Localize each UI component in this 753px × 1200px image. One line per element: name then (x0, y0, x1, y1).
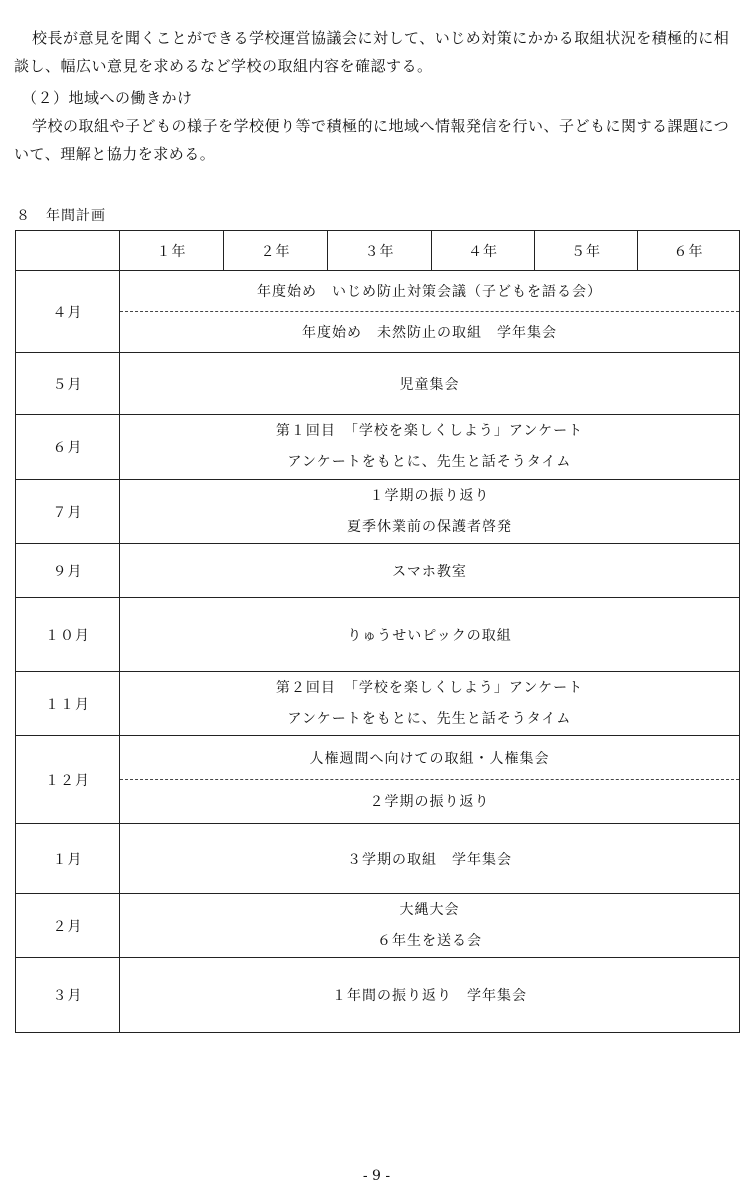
activity-line: 年度始め 未然防止の取組 学年集会 (120, 311, 739, 352)
month-cell: １１月 (16, 672, 120, 736)
month-cell: １月 (16, 824, 120, 894)
activity-cell (120, 736, 740, 824)
month-row (16, 271, 740, 353)
activity-cell (120, 415, 740, 480)
month-cell: １２月 (16, 736, 120, 824)
intro-paragraph-1: 校長が意見を聞くことができる学校運営協議会に対して、いじめ対策にかかる取組状況を積極的に相談し、幅広い意見を求めるなど学校の取組内容を確認する。 (14, 29, 730, 75)
activity-line: 第２回目 「学校を楽しくしよう」アンケート (275, 679, 584, 696)
activity-cell (120, 824, 740, 894)
month-cell: ２月 (16, 894, 120, 958)
activity-line: 人権週間へ向けての取組・人権集会 (309, 750, 550, 767)
section-title: ８ 年間計画 (16, 208, 106, 224)
grade-header-cell: ６年 (638, 231, 740, 271)
activity-line: １学期の振り返り (369, 487, 490, 504)
activity-line: ３学期の取組 学年集会 (347, 851, 512, 868)
grade-header-cell: ５年 (535, 231, 638, 271)
intro-paragraph-2: 学校の取組や子どもの様子を学校便り等で積極的に地域へ情報発信を行い、子どもに関する課題について、理解と協力を求める。 (14, 117, 730, 163)
annual-plan-table (15, 230, 740, 1033)
activity-line: 児童集会 (399, 376, 460, 393)
grade-header-cell: ３年 (328, 231, 432, 271)
activity-line: 第１回目 「学校を楽しくしよう」アンケート (275, 423, 584, 439)
month-row (16, 544, 740, 598)
activity-line: １年間の振り返り 学年集会 (332, 988, 527, 1004)
activity-line: アンケートをもとに、先生と話そうタイム (287, 454, 572, 470)
month-row (16, 672, 740, 736)
month-cell: ９月 (16, 544, 120, 598)
activity-cell (120, 353, 740, 415)
activity-cell (120, 480, 740, 544)
activity-line: アンケートをもとに、先生と話そうタイム (287, 710, 572, 727)
month-cell: ５月 (16, 353, 120, 415)
activity-line: ６年生を送る会 (377, 932, 482, 949)
subheading-community: （２）地域への働きかけ (22, 89, 193, 107)
header-blank-cell (16, 231, 120, 271)
activity-cell (120, 894, 740, 958)
month-cell: １０月 (16, 598, 120, 672)
activity-line: りゅうせいピックの取組 (347, 627, 512, 644)
month-row (16, 480, 740, 544)
month-row (16, 894, 740, 958)
activity-line: スマホ教室 (392, 563, 467, 580)
activity-line: 大縄大会 (399, 901, 460, 918)
activity-line: 年度始め いじめ防止対策会議（子どもを語る会） (257, 284, 602, 301)
grade-header-cell: １年 (120, 231, 224, 271)
activity-cell (120, 544, 740, 598)
page-number: - 9 - (362, 1168, 391, 1184)
activity-cell (120, 672, 740, 736)
month-cell: ４月 (16, 271, 120, 353)
month-row (16, 824, 740, 894)
month-row (16, 598, 740, 672)
month-row (16, 958, 740, 1033)
month-cell: ６月 (16, 415, 120, 480)
month-row (16, 736, 740, 824)
month-row (16, 353, 740, 415)
activity-cell (120, 598, 740, 672)
grade-header-row (16, 231, 740, 271)
month-row (16, 415, 740, 480)
activity-cell (120, 271, 740, 353)
grade-header-cell: ２年 (224, 231, 328, 271)
activity-line: 夏季休業前の保護者啓発 (347, 518, 512, 535)
month-cell: ３月 (16, 958, 120, 1033)
month-cell: ７月 (16, 480, 120, 544)
grade-header-cell: ４年 (432, 231, 535, 271)
activity-cell (120, 958, 740, 1033)
activity-line: ２学期の振り返り (120, 779, 739, 823)
